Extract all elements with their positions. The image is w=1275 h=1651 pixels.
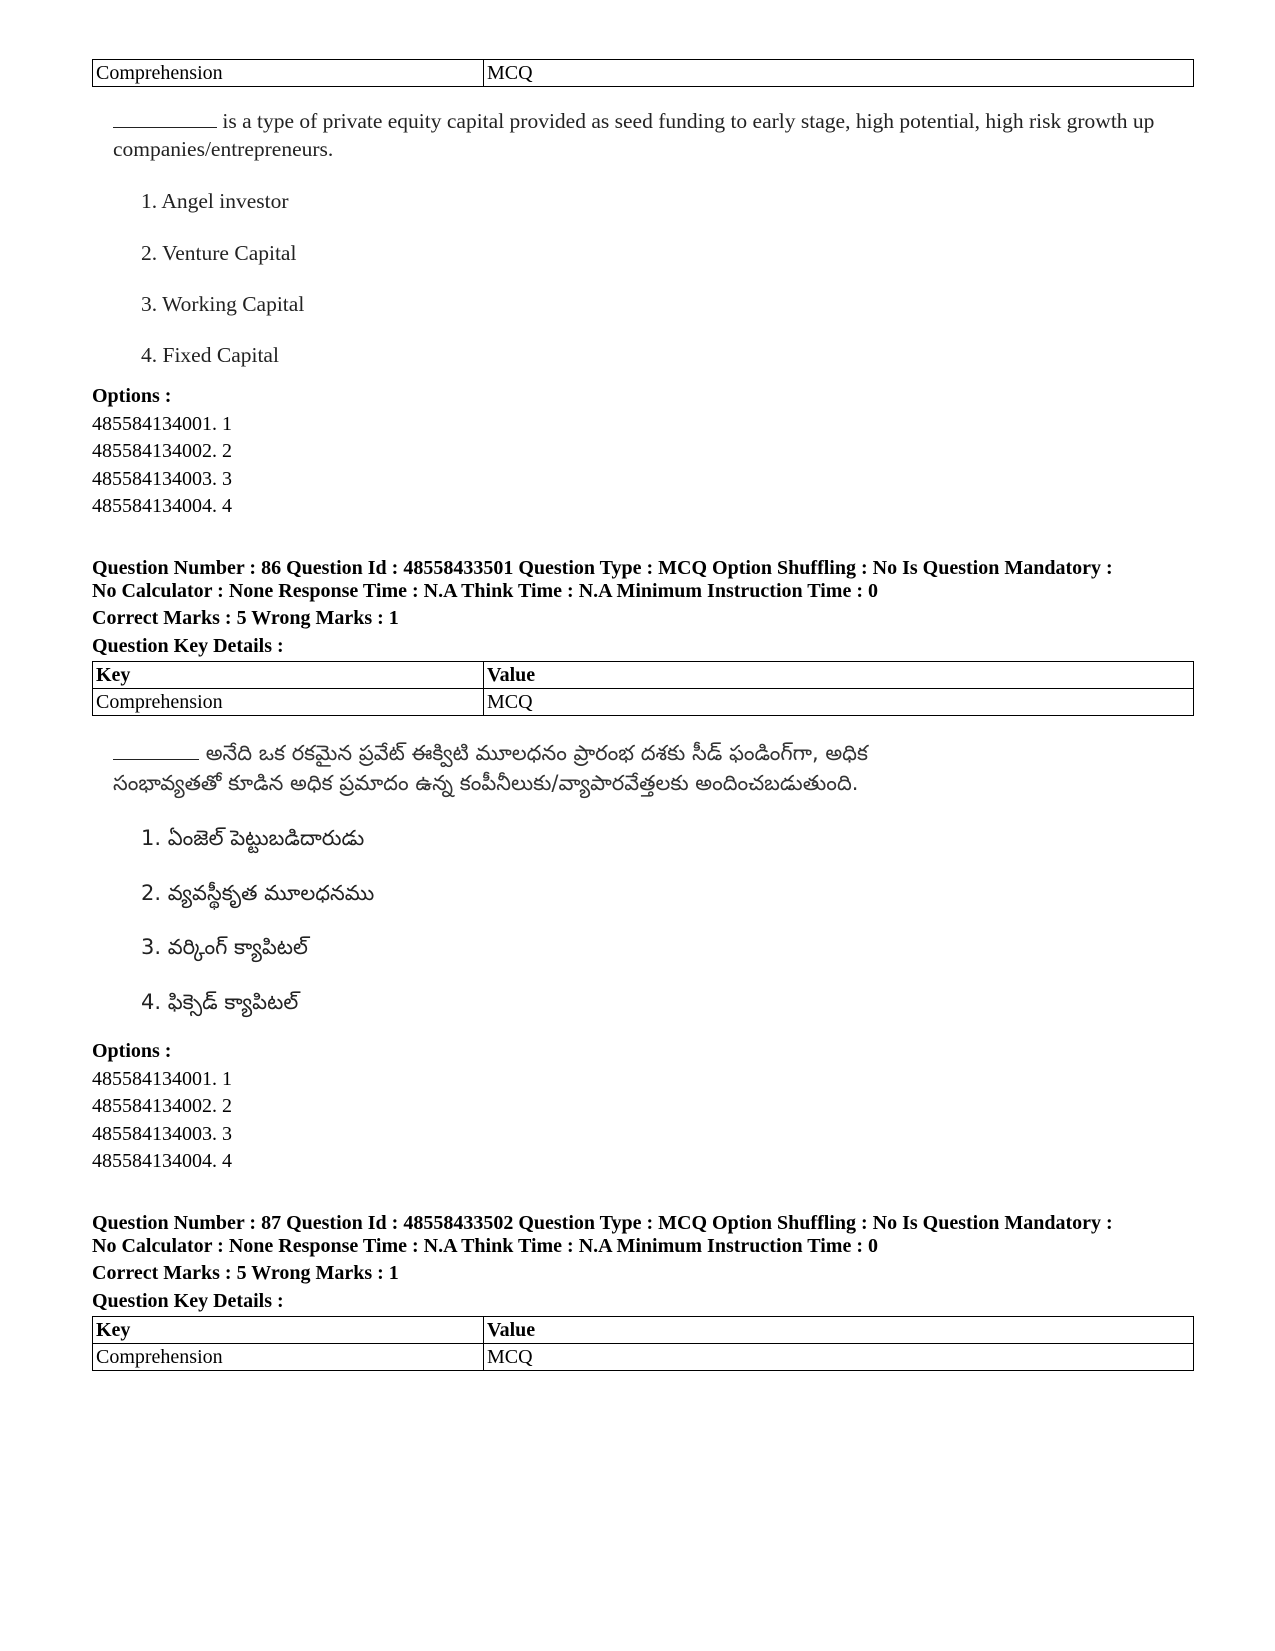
table-header-value: Value	[484, 662, 1194, 689]
table-cell-key: Comprehension	[93, 689, 484, 716]
options-label: Options :	[92, 1040, 172, 1062]
choice-item: 1. ఏంజెల్ పెట్టుబడిదారుడు	[141, 826, 365, 850]
option-item: 485584134002. 2	[92, 1095, 232, 1117]
choice-item: 2. వ్యవస్థీకృత మూలధనము	[141, 881, 375, 905]
table-header-key: Key	[93, 662, 484, 689]
choice-item: 1. Angel investor	[141, 189, 289, 213]
choice-item: 4. ఫిక్సెడ్ క్యాపిటల్	[141, 990, 299, 1014]
question-text-line: అనేది ఒక రకమైన ప్రవేట్ ఈక్విటి మూలధనం ప్రారంభ దశకు సీడ్ ఫండింగ్‌గా, అధిక	[205, 741, 868, 765]
option-item: 485584134002. 2	[92, 440, 232, 462]
fill-in-blank	[113, 739, 199, 760]
question-text-body: is a type of private equity capital provided as seed funding to early stage, high potential, high risk growth up companies/entrepreneurs.	[113, 109, 1155, 161]
question-meta-line: Question Number : 86 Question Id : 48558433501 Question Type : MCQ Option Shuffling : No Is Question Mandatory :	[92, 557, 1113, 579]
table-header-key: Key	[93, 1317, 484, 1344]
table-row	[93, 60, 1194, 87]
question-key-table-85	[92, 59, 1194, 87]
option-item: 485584134001. 1	[92, 413, 232, 435]
table-row	[93, 1344, 1194, 1371]
table-cell-key: Comprehension	[93, 60, 484, 87]
table-header-row	[93, 1317, 1194, 1344]
table-cell-value: MCQ	[484, 60, 1194, 87]
option-item: 485584134003. 3	[92, 1123, 232, 1145]
choice-item: 2. Venture Capital	[141, 241, 297, 265]
question-text-line: సంభావ్యతతో కూడిన అధిక ప్రమాదం ఉన్న కంపీనీలుకు/వ్యాపారవేత్తలకు అందించబడుతుంది.	[113, 771, 859, 795]
question-meta-line: Question Number : 87 Question Id : 48558433502 Question Type : MCQ Option Shuffling : No Is Question Mandatory :	[92, 1212, 1113, 1234]
choice-item: 3. వర్కింగ్ క్యాపిటల్	[141, 935, 308, 959]
question-key-table-87	[92, 1316, 1194, 1371]
choice-item: 4. Fixed Capital	[141, 343, 279, 367]
option-item: 485584134004. 4	[92, 495, 232, 517]
option-item: 485584134001. 1	[92, 1068, 232, 1090]
question-marks: Correct Marks : 5 Wrong Marks : 1	[92, 1262, 399, 1284]
question-meta-line: No Calculator : None Response Time : N.A Think Time : N.A Minimum Instruction Time : 0	[92, 580, 878, 602]
question-key-details-label: Question Key Details :	[92, 635, 284, 657]
table-cell-key: Comprehension	[93, 1344, 484, 1371]
table-header-value: Value	[484, 1317, 1194, 1344]
option-item: 485584134004. 4	[92, 1150, 232, 1172]
table-header-row	[93, 662, 1194, 689]
question-key-table-86	[92, 661, 1194, 716]
question-meta-line: No Calculator : None Response Time : N.A Think Time : N.A Minimum Instruction Time : 0	[92, 1235, 878, 1257]
question-text-85	[113, 107, 1173, 163]
table-cell-value: MCQ	[484, 1344, 1194, 1371]
question-marks: Correct Marks : 5 Wrong Marks : 1	[92, 607, 399, 629]
table-cell-value: MCQ	[484, 689, 1194, 716]
fill-in-blank	[113, 107, 217, 128]
question-key-details-label: Question Key Details :	[92, 1290, 284, 1312]
table-row	[93, 689, 1194, 716]
option-item: 485584134003. 3	[92, 468, 232, 490]
question-text-86	[113, 738, 1173, 798]
choice-item: 3. Working Capital	[141, 292, 305, 316]
options-label: Options :	[92, 385, 172, 407]
